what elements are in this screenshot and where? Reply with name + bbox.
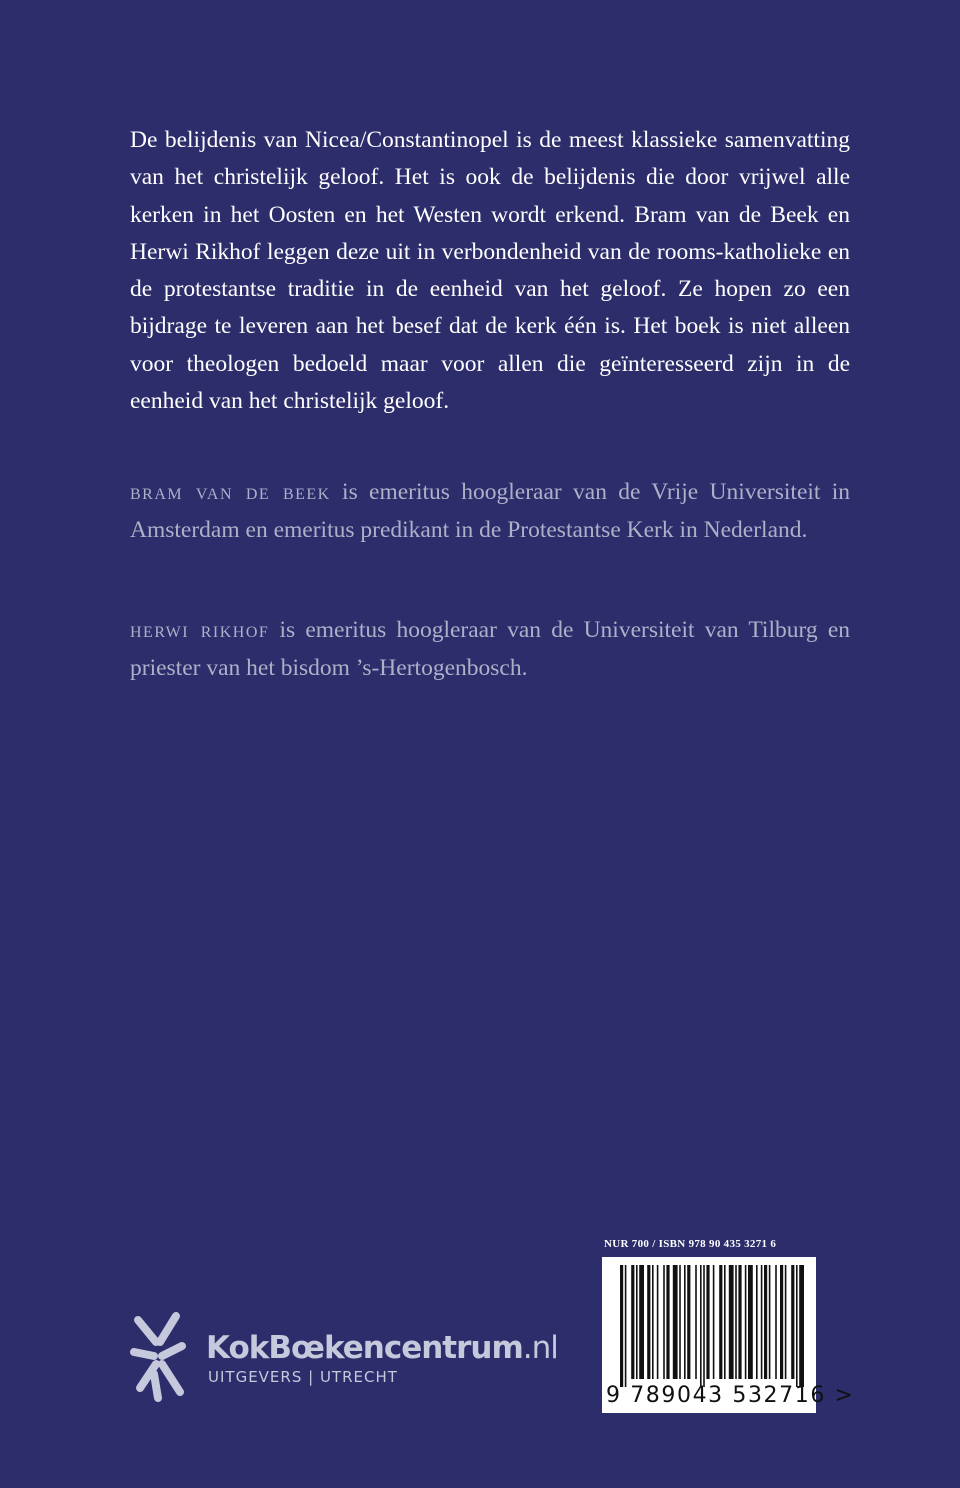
barcode-bar [799, 1265, 804, 1387]
barcode-bar [652, 1265, 654, 1379]
barcode-bar [761, 1265, 763, 1379]
barcode-bar [713, 1265, 715, 1379]
barcode-bar [636, 1265, 638, 1379]
publisher-name [206, 1330, 558, 1366]
author-name-2: herwi rikhof [130, 617, 270, 643]
barcode-bar [735, 1265, 737, 1379]
barcode-bar [748, 1265, 753, 1379]
author-bio-text-1: is emeritus hoogleraar van de Vrije Universiteit in Amsterdam en emeritus predikant in de Protestantse Kerk in Nederland. [130, 479, 851, 543]
author-bio-text-2: is emeritus hoogleraar van de Universiteit van Tilburg en priester van het bisdom ’s-Hertogenbosch. [130, 617, 850, 681]
barcode-bar [764, 1265, 767, 1379]
barcode-bar [780, 1265, 783, 1379]
barcode-bar [639, 1265, 644, 1379]
barcode-bar [657, 1265, 659, 1379]
barcode-bar [745, 1265, 747, 1379]
barcode-bar [666, 1265, 669, 1379]
barcode-bar [791, 1265, 794, 1379]
publisher-logo [128, 1312, 568, 1402]
isbn-line: NUR 700 / ISBN 978 90 435 3271 6 [604, 1238, 777, 1250]
barcode-bar [796, 1265, 798, 1387]
barcode-bar [625, 1265, 627, 1387]
barcode-digits: 9 789043 532716 > [606, 1383, 855, 1408]
barcode-bar [724, 1265, 726, 1379]
barcode-bar [738, 1265, 741, 1379]
publisher-subtitle: UITGEVERS | UTRECHT [208, 1368, 398, 1386]
author-bio-2 [130, 612, 850, 687]
barcode-bar [620, 1265, 623, 1387]
barcode-bar [673, 1265, 678, 1379]
barcode-bar [687, 1265, 690, 1379]
kok-boekencentrum-logo-icon [128, 1312, 188, 1402]
publisher-name-main: KokBœkencentrum [206, 1330, 523, 1366]
author-name-1: bram van de beek [130, 479, 331, 505]
barcode [602, 1257, 855, 1413]
publisher-tld: .nl [522, 1330, 558, 1366]
barcode-bar [679, 1265, 681, 1379]
barcode-bar [729, 1265, 734, 1379]
book-blurb: De belijdenis van Nicea/Constantinopel is de meest klassieke samenvatting van het christelijk geloof. Het is ook de belijdenis die door vrijwel alle kerken in het Oosten en het Westen wordt erkend. Bram van de Beek en Herwi Rikhof leggen deze uit in verbondenheid van de rooms-katholieke en de protestantse traditie in de eenheid van het geloof. Ze hopen zo een bijdrage te leveren aan het besef dat de kerk één is. Het boek is niet alleen voor theologen bedoeld maar voor allen die geïnteresseerd zijn in de eenheid van het christelijk geloof. [130, 127, 850, 415]
barcode-bar [663, 1265, 665, 1379]
barcode-bar [756, 1265, 758, 1379]
barcode-bar [631, 1265, 634, 1379]
barcode-bar [647, 1265, 650, 1379]
barcode-bar [695, 1265, 697, 1379]
barcode-bar [769, 1265, 771, 1379]
barcode-bar [703, 1265, 705, 1387]
barcode-bar [775, 1265, 777, 1379]
author-bio-1 [130, 474, 850, 549]
barcode-bar [700, 1265, 702, 1387]
barcode-bar [719, 1265, 722, 1379]
barcode-bar [684, 1265, 686, 1379]
barcode-bar [706, 1265, 709, 1379]
barcode-bar [785, 1265, 787, 1379]
